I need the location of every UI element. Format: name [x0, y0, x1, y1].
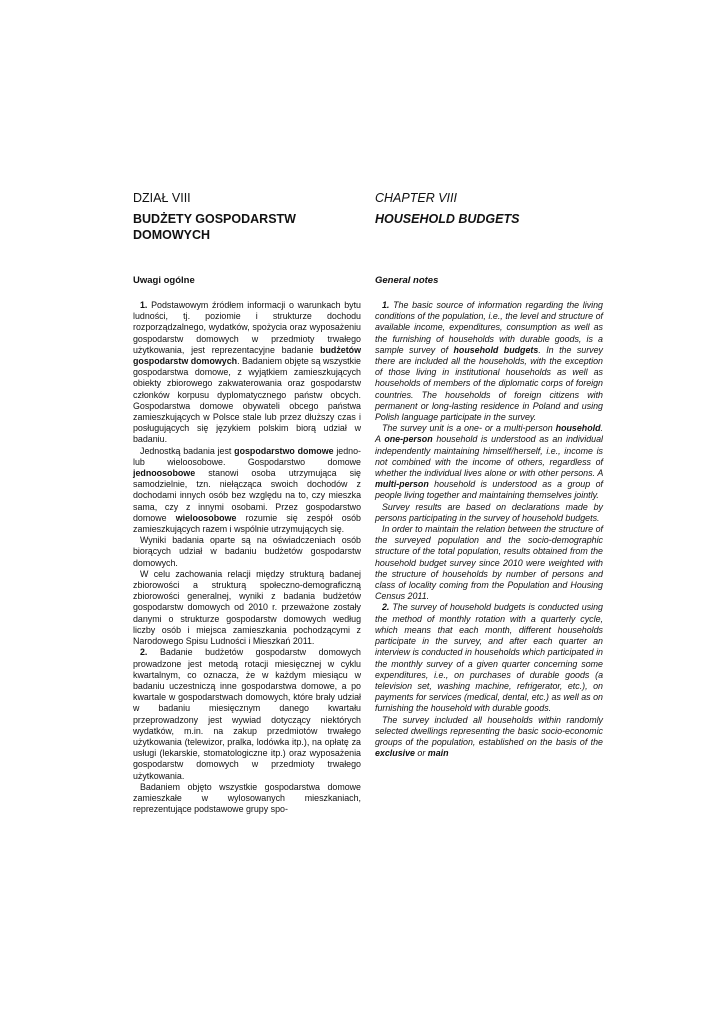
bold-term: jednoosobowe [133, 468, 196, 479]
bold-term: one-person [384, 434, 433, 445]
text-run: The survey included all households within randomly selected dwellings representing the basic socio-economic groups of the population, established on the basis of the [375, 714, 603, 747]
bold-term: gospodarstwo domowe [234, 445, 334, 456]
text-run: rozumie się zespół osób zamieszkujących razem i wspólnie utrzymujących się. [133, 512, 361, 535]
paragraph-en-5 [375, 602, 603, 714]
chapter-title-en: HOUSEHOLD BUDGETS [375, 212, 520, 226]
paragraph-pl-2 [133, 446, 361, 536]
bold-term: exclusive [375, 748, 415, 759]
chapter-title-pl [133, 211, 361, 251]
bold-term: budżetów gospodarstw domowych [133, 344, 361, 367]
chapter-title-pl-line2: DOMOWYCH [133, 228, 211, 242]
paragraph-pl-4: W celu zachowania relacji między strukturą badanej zbiorowości a strukturą społeczno-demograficzną zbiorowości generalnej, wyniki z badania budżetów gospodarstw domowych od 2010 r. przeważone zostały danymi o strukturze gospodarstw domowych według liczby osób i miejsca zamieszkania pochodzącymi z Narodowego Spisu Ludności i Mieszkań 2011. [133, 568, 361, 647]
text-run: Badanie budżetów gospodarstw domowych prowadzone jest metodą rotacji miesięcznej w cyklu kwartalnym, co oznacza, że w każdym miesiącu w badaniu uczestniczą inne gospodarstwa domowe, a po kwartale w gospodarstwach domowych, które brały udział w badaniu miesięcznym danego kwartału przeprowadzony jest wywiad dotyczący niektórych wydatków, m.in. na zakup przedmiotów trwałego użytkowania (telewizor, pralka, lodówka itp.), na opłatę za usługi (lekarskie, stomatologiczne itp.) oraz wyposażenia gospodarstw domowych w przedmioty trwałego użytkowania. [133, 647, 361, 781]
text-run: stanowi osoba utrzymująca się samodzielnie, tzn. niełącząca swoich dochodów z dochodami innych osób bez względu na to, czy mieszka sama, czy z innymi osobami. Przez gospodarstwo domowe [133, 468, 361, 523]
para-number: 1. [382, 300, 390, 310]
paragraph-en-4: In order to maintain the relation between the structure of the surveyed population and the socio-demographic structure of the total population, results obtained from the household budget survey since 2010 were weighted with the structure of households by number of persons and class of locality coming from the Population and Housing Census 2011. [375, 524, 603, 602]
text-run: household is understood as an individual independently maintaining himself/herself, i.e., income is not combined with the income of others, regardless of whether the individual lives alone or with other persons. A [375, 434, 603, 479]
paragraph-pl-6: Badaniem objęto wszystkie gospodarstwa domowe zamieszkałe w wylosowanych mieszkaniach, reprezentujące podstawowe grupy spo- [133, 781, 361, 815]
paragraph-pl-5 [133, 647, 361, 781]
para-number: 2. [140, 647, 148, 658]
text-run: . In the survey there are included all the households, with the exception of those living in institutional households as well as households of members of the diplomatic corps of foreign countries. The households of foreign citizens with permanent or long-lasting residence in Poland and using Polish language participate in the survey. [375, 344, 603, 423]
text-run: The survey unit is a one- or a multi-person [382, 423, 556, 434]
paragraph-en-3: Survey results are based on declarations made by persons participating in the survey of household budgets. [375, 501, 603, 523]
bold-term: wieloosobowe [175, 512, 237, 523]
bold-term: household budgets [453, 344, 539, 355]
bold-term: main [427, 748, 449, 759]
paragraph-en-1 [375, 300, 603, 423]
paragraph-pl-1 [133, 300, 361, 446]
chapter-label-pl: DZIAŁ VIII [133, 191, 191, 205]
text-run: . A [375, 423, 603, 445]
text-run: household is understood as a group of people living together and maintaining themselves jointly. [375, 479, 603, 501]
paragraph-pl-3: Wyniki badania oparte są na oświadczeniach osób biorących udział w badaniu budżetów gospodarstw domowych. [133, 535, 361, 568]
text-run: The basic source of information regarding the living conditions of the population, i.e., the level and structure of available income, expenditures, consumption as well as the furnishing of households with durable goods, is a sample survey of [375, 300, 603, 355]
english-column [375, 190, 603, 759]
section-heading-en: General notes [375, 275, 439, 286]
para-number: 1. [140, 300, 148, 310]
body-text-en [375, 300, 603, 759]
text-run: Podstawowym źródłem informacji o warunkach bytu ludności, tj. poziomie i strukturze dochodu rozporządzalnego, wydatków, spożycia oraz wyposażeniu gospodarstw domowych w przedmioty trwałego użytkowania, jest reprezentacyjne badanie [133, 300, 361, 355]
bold-term: household [555, 423, 601, 434]
body-text-pl [133, 300, 361, 815]
text-run: jedno- lub wieloosobowe. Gospodarstwo domowe [133, 445, 361, 467]
para-number: 2. [382, 602, 390, 613]
chapter-label-en: CHAPTER VIII [375, 191, 457, 205]
text-run: The survey of household budgets is conducted using the method of monthly rotation with a quarterly cycle, which means that each month, different households participate in the survey, and after each quarter an interview is conducted in households which participated in the monthly survey of a given quarter concerning some expenditures, i.e., on purchases of durable goods (a television set, washing machine, refrigerator, etc.), on payments for services (medical, dental, etc.) as well as on furnishing the household with durable goods. [375, 602, 603, 714]
paragraph-en-6 [375, 715, 603, 760]
section-heading-pl: Uwagi ogólne [133, 275, 195, 286]
polish-column [133, 190, 361, 815]
chapter-title-pl-line1: BUDŻETY GOSPODARSTW [133, 212, 296, 226]
paragraph-en-2 [375, 423, 603, 501]
bold-term: multi-person [375, 479, 429, 490]
text-run: or [414, 748, 428, 759]
text-run: . Badaniem objęte są wszystkie gospodarstwa domowe, z wyjątkiem zamieszkujących obiekty zbiorowego zakwaterowania oraz gospodarstw członków korpusu dyplomatycznego państw obcych. Gospodarstwa domowe obywateli obcego państwa zamieszkujących w Polsce stale lub przez dłuższy czas i posługujących się językiem polskim biorą udział w badaniu. [133, 356, 361, 445]
text-run: Jednostką badania jest [140, 445, 235, 456]
